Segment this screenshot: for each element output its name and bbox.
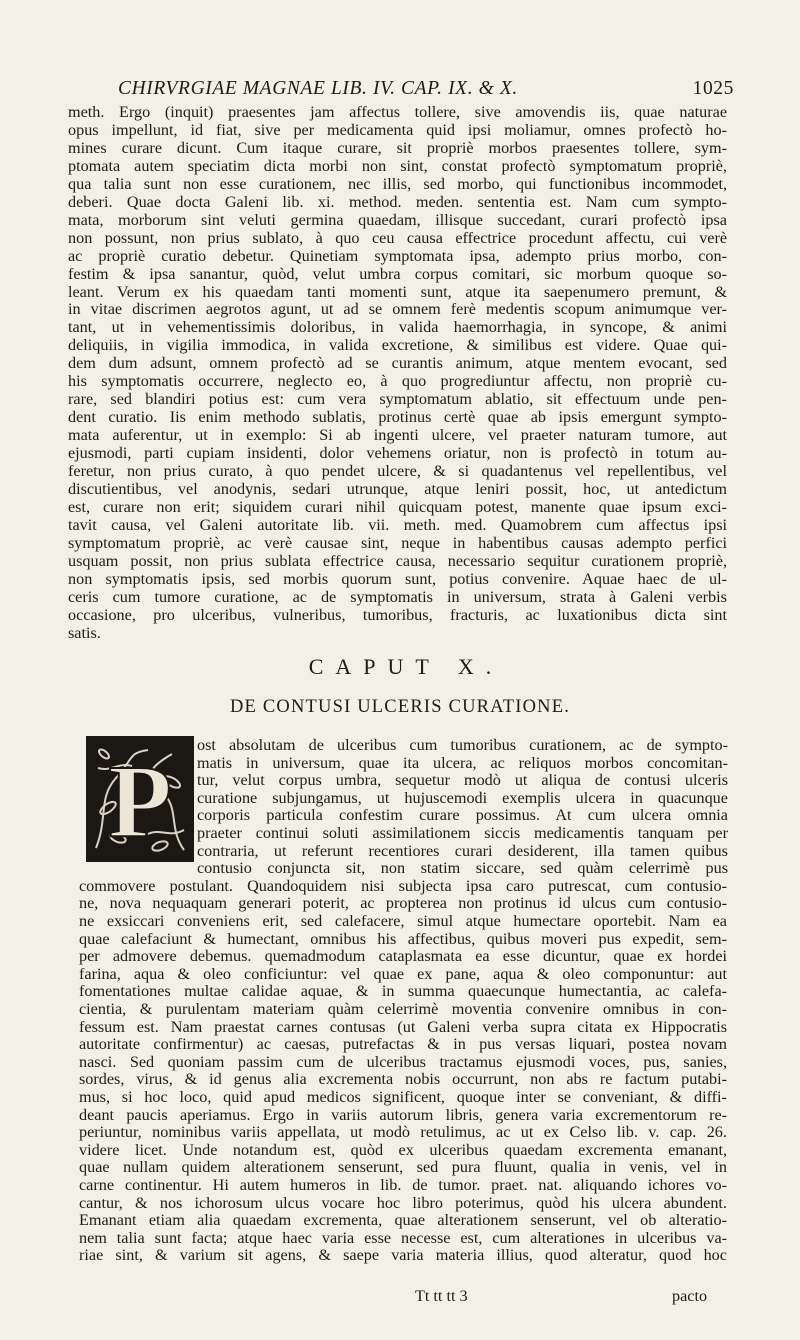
text-line: his symptomatis occurrere, neglecto eo, à quo progrediuntur affectu, non propriè cu- xyxy=(68,372,728,391)
text-line: deberi. Quae docta Galeni lib. xi. method. meden. sententia est. Nam cum sympto- xyxy=(68,192,728,211)
text-line: ceris cum tumore curatione, ac de symptomatis in universum, strata à Galeni verbis xyxy=(68,587,727,606)
text-line: nem talia sunt facta; atque haec varia esse necesse est, cum alterationes in ulceribus va- xyxy=(79,1228,728,1247)
chapter-title: DE CONTUSI ULCERIS CURATIONE. xyxy=(229,697,571,717)
text-line: ejusmodi, parti cupiam insidenti, dolor vehemens oriatur, non is profectò in totum au- xyxy=(68,444,727,463)
signature-mark: Tt tt tt 3 xyxy=(415,1287,468,1305)
text-line: opus impellunt, id fiat, sive per medicamenta quid ipsi moliamur, omnes profectò ho- xyxy=(68,120,727,139)
text-line: matis in universum, quae ita ulcera, ac reliquos morbos concomitan- xyxy=(197,753,728,772)
text-line: feretur, non prius curato, à quo pendet ulcere, & si quadantenus vel repellentibus, vel xyxy=(68,462,727,480)
text-line: mines curare dicunt. Cum itaque curare, sit propriè morbos praesentes tollere, sym- xyxy=(68,138,727,157)
text-line: nasci. Sed quoniam passim cum de ulceribus tractamus ejusmodi voces, pus, sanies, xyxy=(79,1052,728,1071)
text-line: periuntur, nominibus variis appellata, ut modò retulimus, ac ut ex Celso lib. v. cap. 26. xyxy=(79,1123,727,1142)
text-line: in vitae discrimen aegrotos agunt, ut ad se omnem ferè medentis scopum animumque ver- xyxy=(68,300,727,319)
text-line: sordes, virus, & id genus alia excrementa nobis occurrunt, non abs re factum putabi- xyxy=(79,1070,728,1089)
text-line: tant, ut in vehementissimis doloribus, in valida haemorrhagia, in syncope, & animi xyxy=(68,318,727,337)
text-line: dem dum adsunt, omnem profectò ad se curantis animum, atque mentem evocant, sed xyxy=(68,354,728,373)
text-line: rare, sed blandiri potius est: cum vera symptomatum ablatio, sit effectuum unde pen- xyxy=(68,390,727,409)
text-line: per admovere debemus. quemadmodum cataplasmata ea esse dicuntur, quae ex hordei xyxy=(79,947,728,966)
chapter-heading: CAPUT X. xyxy=(308,654,504,679)
text-line: symptomatum propriè, ac verè causae sint, neque in habentibus causas adempto perfici xyxy=(68,533,728,552)
text-line: quae nullam quidem alterationem senserunt, sed pura fluunt, qualia in venis, vel in xyxy=(79,1158,728,1177)
text-line: deant paucis aperiamus. Ergo in variis autorum libris, genera varia excrementorum re- xyxy=(79,1105,728,1124)
text-line: cientia, & purulentam materiam quàm celerrimè moventia convenire omnibus in con- xyxy=(79,1000,728,1018)
text-line: autoritate confirmentur) ac caesas, putrefactas & in pus versas liquari, postea novam xyxy=(79,1035,727,1054)
text-line: fessum est. Nam praestat carnes contusas (ut Galeni verba supra citata ex Hippocratis xyxy=(79,1017,728,1036)
text-line: contusio conjuncta sit, non statim siccare, sed quàm celerrimè pus xyxy=(197,859,728,878)
text-line: deliquiis, in vigilia immodica, in valida excretione, & similibus est videre. Quae qui- xyxy=(68,336,728,355)
text-line: fomentationes multae calidae aquae, & in summa quaecunque humectantia, ac calefa- xyxy=(79,982,728,1001)
text-line: non symptomatis ipsis, sed morbis quorum sunt, potius convenire. Aquae haec de ul- xyxy=(68,569,727,588)
initial-letter: P xyxy=(108,744,172,859)
text-line: mata, morborum sint veluti germina quaedam, illisque succedant, curari profectò ipsa xyxy=(68,210,727,229)
text-line: carne continentur. Hi autem humeros in lib. de tumor. praet. nat. aliquando ichores vo- xyxy=(79,1176,728,1194)
text-line: ptomata autem speciatim dicta morbi non sint, constat profectò symptomatum propriè, xyxy=(68,156,727,175)
text-line: festim & ipsa sanantur, quòd, velut umbra corpus comitari, sic morbum quoque so- xyxy=(68,264,728,283)
text-line: mus, si hoc loco, quid apud medicos significent, quoque inter se conveniant, & diffi- xyxy=(79,1088,727,1106)
page-number: 1025 xyxy=(692,78,734,99)
text-line: satis. xyxy=(68,623,101,642)
text-line: meth. Ergo (inquit) praesentes jam affectus tollere, sive amovendis iis, quae naturae xyxy=(68,103,728,121)
text-line: discutientibus, vel anodynis, sedari utrunque, atque leniri possit, hoc, ut antedictum xyxy=(68,479,728,498)
text-line: contraria, ut referunt recentiores curari desiderent, illa tamen quibus xyxy=(197,841,728,860)
text-line: farina, aqua & oleo conficiuntur: vel quae ex pane, aqua & oleo componuntur: aut xyxy=(79,964,727,983)
text-line: ne, nova nequaquam generari poterit, ac propterea non protinus id ulcus cum contusio- xyxy=(79,894,727,913)
text-line: ac propriè curatio debetur. Quinetiam symptomata ipsa, adempto prius morbo, con- xyxy=(68,246,727,265)
text-line: non possunt, non prius sublato, à quo ceu causa effectrice procedunt affectu, cui verè xyxy=(68,228,728,247)
decorated-initial xyxy=(86,736,194,862)
text-line: Emanant etiam alia quaedam excrementa, quae alterationem senserunt, vel ob alteratio- xyxy=(79,1211,728,1230)
text-line: usquam possit, non prius sublata effectrice causa, necessario sequitur curationem propriè, xyxy=(68,551,728,570)
text-line: ost absolutam de ulceribus cum tumoribus curationem, ac de sympto- xyxy=(197,736,729,754)
catchword: pacto xyxy=(672,1287,708,1305)
text-line: qua talia sunt non esse curationem, nec illis, sed morbo, qui functionibus incommodet, xyxy=(68,174,728,193)
text-line: curatione subjungamus, ut hujuscemodi exemplis ulcera in quacunque xyxy=(197,788,728,807)
text-line: tavit causa, vel Galeni autoritate lib. vii. meth. med. Quamobrem cum affectus ipsi xyxy=(68,515,728,534)
text-line: leant. Verum ex his quaedam tanti momenti sunt, atque ita saepenumero premunt, & xyxy=(68,282,728,301)
text-line: commovere postulant. Quandoquidem nisi subjecta ipsa caro putrescat, cum contusio- xyxy=(79,876,727,895)
text-line: cantur, & nos ichorosum ulcus vocare hoc libro poterimus, quòd his ulcera abundent. xyxy=(79,1193,727,1212)
text-line: praeter continui soluti assimilationem siccis medicamentis tanquam per xyxy=(197,824,728,842)
text-line: dent curatio. Iis enim methodo sublatis, protinus certè quae ab ipsis emergunt sympto- xyxy=(68,408,727,427)
text-line: tur, velut corpus umbra, sequetur modò ut aliqua de contusi ulceris xyxy=(197,771,729,790)
text-line: ne exsiccari conveniens erit, sed calefacere, simul atque humectare oportebit. Nam ea xyxy=(79,912,727,930)
foliage-ornament xyxy=(88,738,192,860)
text-line: mata auferentur, ut in exemplo: Si ab ingenti ulcere, vel praeter naturam tumore, aut xyxy=(68,426,728,445)
text-line: videre licet. Unde notandum est, quòd ex ulceribus quaedam excrementa emanant, xyxy=(79,1140,728,1159)
text-line: corporis particula confestim curare possimus. At cum ulcera omnia xyxy=(197,806,728,825)
running-title: CHIRVRGIAE MAGNAE LIB. IV. CAP. IX. & X. xyxy=(118,78,518,99)
text-line: quae calefaciunt & humectant, omnibus his affectibus, quibus moveri pus expedit, sem- xyxy=(79,929,727,948)
text-line: occasione, pro ulceribus, vulneribus, tumoribus, fracturis, ac luxationibus dicta sint xyxy=(68,605,727,624)
text-line: est, curare non erit; siquidem curari nihil quicquam potest, manente quae ipsum exci- xyxy=(68,497,728,516)
text-line: riae sint, & varium sit agens, & saepe varia materia illius, quod alteratur, quod hoc xyxy=(79,1246,727,1265)
